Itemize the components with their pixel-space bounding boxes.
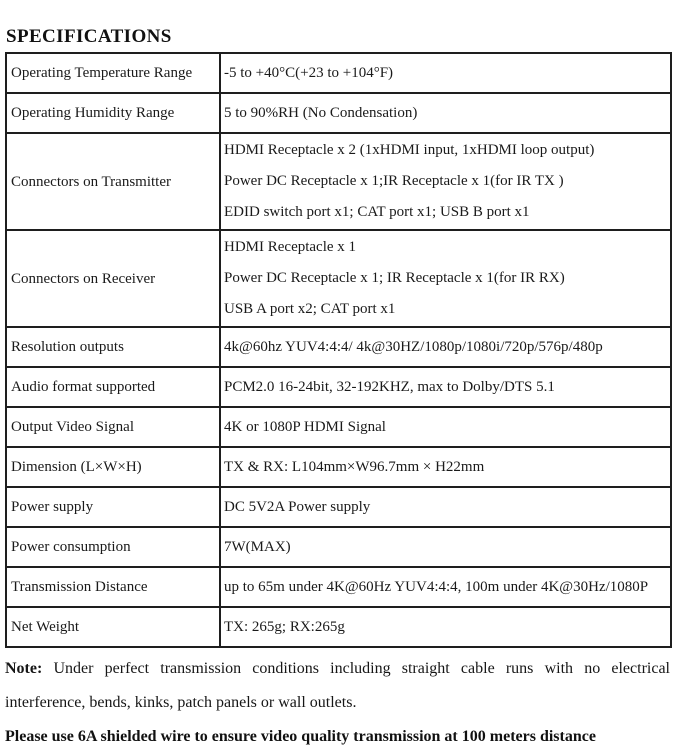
table-row <box>6 447 671 487</box>
spec-value-line: 4K or 1080P HDMI Signal <box>224 419 386 435</box>
table-row <box>6 407 671 447</box>
spec-value-line: EDID switch port x1; CAT port x1; USB B port x1 <box>224 204 530 220</box>
spec-value-line: TX: 265g; RX:265g <box>224 619 345 635</box>
spec-value <box>220 367 671 407</box>
note-line-2-text: interference, bends, kinks, patch panels or wall outlets. <box>5 694 357 711</box>
spec-label: Connectors on Receiver <box>6 230 220 327</box>
table-row <box>6 527 671 567</box>
spec-label: Output Video Signal <box>6 407 220 447</box>
spec-value-line: TX & RX: L104mm×W96.7mm × H22mm <box>224 459 485 475</box>
spec-value-line: HDMI Receptacle x 2 (1xHDMI input, 1xHDMI loop output) <box>224 142 595 158</box>
page-title: SPECIFICATIONS <box>6 26 172 47</box>
spec-label: Operating Temperature Range <box>6 53 220 93</box>
spec-value-line: 4k@60hz YUV4:4:4/ 4k@30HZ/1080p/1080i/720p/576p/480p <box>224 339 603 355</box>
spec-value <box>220 53 671 93</box>
spec-value-line: HDMI Receptacle x 1 <box>224 239 357 255</box>
spec-value <box>220 327 671 367</box>
table-row <box>6 487 671 527</box>
spec-value <box>220 527 671 567</box>
spec-value <box>220 133 671 230</box>
spec-value-line: PCM2.0 16-24bit, 32-192KHZ, max to Dolby/DTS 5.1 <box>224 379 555 395</box>
spec-value-line: USB A port x2; CAT port x1 <box>224 301 396 317</box>
spec-value <box>220 447 671 487</box>
spec-value-line: -5 to +40°C(+23 to +104°F) <box>224 65 394 81</box>
shielded-wire-notice: Please use 6A shielded wire to ensure video quality transmission at 100 meters distance <box>5 728 596 745</box>
table-row <box>6 230 671 327</box>
note-label: Note: <box>5 660 43 677</box>
table-row <box>6 327 671 367</box>
spec-value <box>220 487 671 527</box>
spec-value-line: 5 to 90%RH (No Condensation) <box>224 105 418 121</box>
spec-value <box>220 93 671 133</box>
spec-value <box>220 230 671 327</box>
note-block <box>5 659 670 747</box>
spec-label: Audio format supported <box>6 367 220 407</box>
table-row <box>6 567 671 607</box>
spec-value <box>220 407 671 447</box>
spec-label: Power consumption <box>6 527 220 567</box>
note-line-2 <box>5 693 670 713</box>
table-row <box>6 133 671 230</box>
spec-value-line: up to 65m under 4K@60Hz YUV4:4:4, 100m under 4K@30Hz/1080P <box>224 579 649 595</box>
spec-label: Resolution outputs <box>6 327 220 367</box>
table-row <box>6 53 671 93</box>
spec-value-line: Power DC Receptacle x 1;IR Receptacle x 1(for IR TX ) <box>224 173 564 189</box>
table-row <box>6 367 671 407</box>
table-row <box>6 607 671 647</box>
note-line-1 <box>5 659 670 679</box>
spec-label: Net Weight <box>6 607 220 647</box>
spec-label: Transmission Distance <box>6 567 220 607</box>
table-row <box>6 93 671 133</box>
note-line-1-text: Under perfect transmission conditions including straight cable runs with no electrical <box>53 660 671 677</box>
spec-value-line: Power DC Receptacle x 1; IR Receptacle x 1(for IR RX) <box>224 270 565 286</box>
spec-label: Dimension (L×W×H) <box>6 447 220 487</box>
spec-label: Operating Humidity Range <box>6 93 220 133</box>
spec-value-line: 7W(MAX) <box>224 539 291 555</box>
spec-label: Connectors on Transmitter <box>6 133 220 230</box>
spec-value-line: DC 5V2A Power supply <box>224 499 371 515</box>
specifications-table <box>5 52 672 648</box>
spec-value <box>220 607 671 647</box>
spec-label: Power supply <box>6 487 220 527</box>
spec-value <box>220 567 671 607</box>
